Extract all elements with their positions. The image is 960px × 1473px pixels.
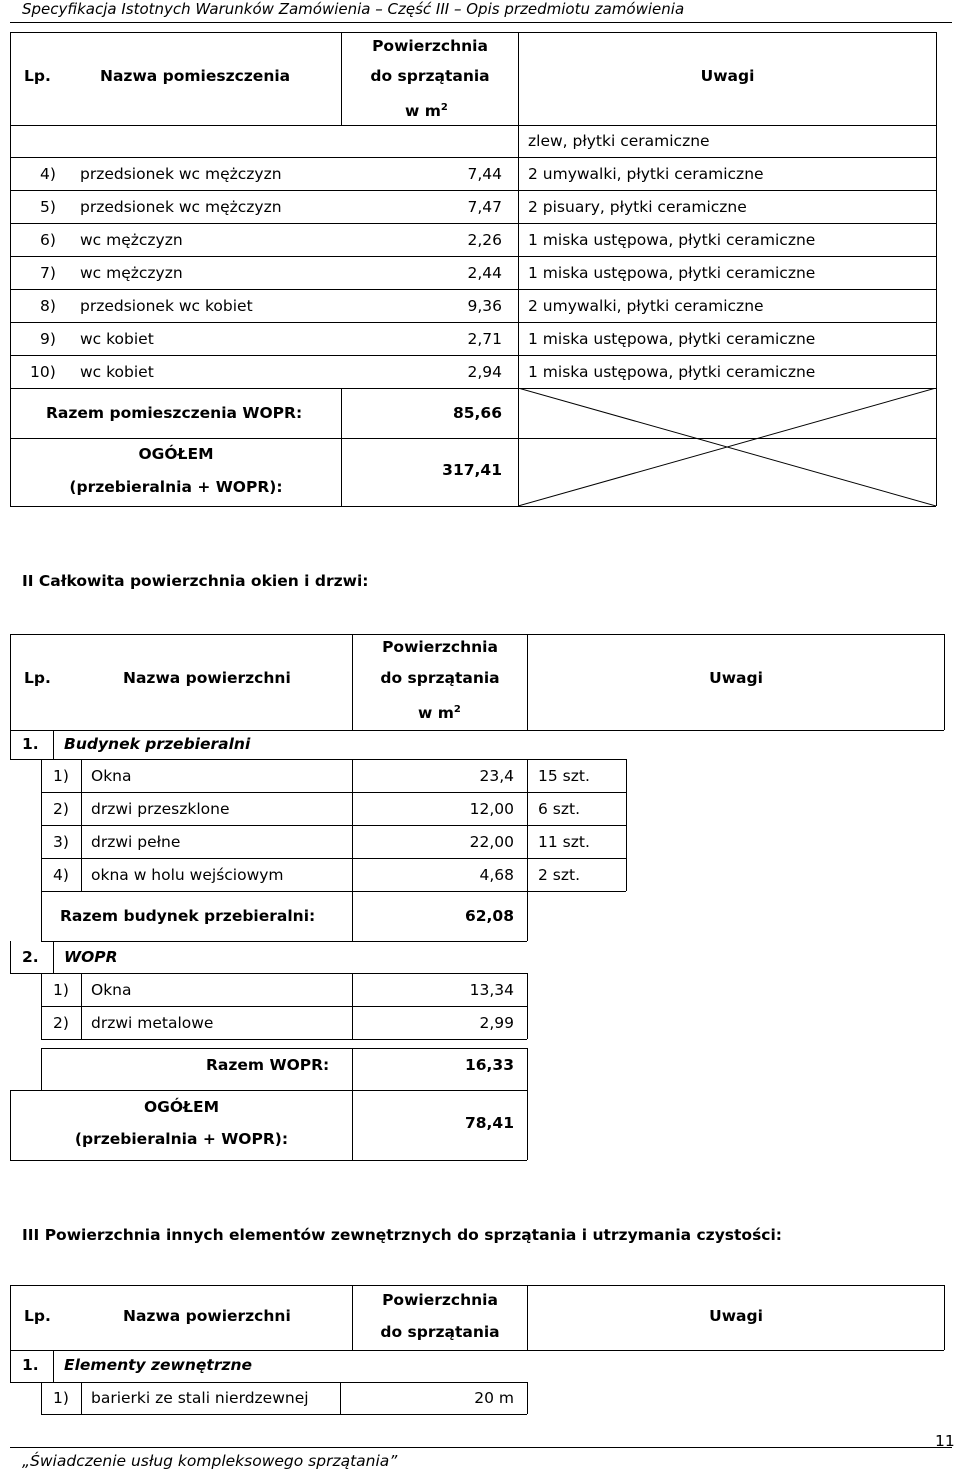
table-line [10,256,936,257]
table-line [81,973,82,1039]
section-title: II Całkowita powierzchnia okien i drzwi: [22,572,369,590]
subtotal-value: 85,66 [452,404,502,422]
table-line [10,355,936,356]
row-area: 2,94 [467,363,502,381]
col-header-area-line3: w $m^2$ [405,102,448,121]
col-header-lp: Lp. [24,67,51,85]
header-rule [10,22,952,23]
col-header-notes: Uwagi [709,1307,763,1325]
table-line [352,759,353,891]
subtotal-value: 62,08 [464,907,514,925]
col-header-area-line1: Powierzchnia [372,37,488,55]
row-lp: 2) [53,800,69,818]
table-line [936,32,937,506]
row-area: 2,44 [467,264,502,282]
table-line [41,759,42,891]
table-line [10,223,936,224]
row-name: przedsionek wc mężczyzn [80,165,282,183]
table-line [41,891,626,892]
table-line [10,1160,527,1161]
table-line [352,973,353,1039]
row-notes: 6 szt. [538,800,581,818]
col-header-name: Nazwa powierzchni [123,1307,291,1325]
col-header-area-line3: w $m^2$ [418,704,461,723]
table-line [81,1382,82,1414]
col-header-notes: Uwagi [709,669,763,687]
table-line [41,1382,527,1383]
row-lp: 6) [40,231,56,249]
row-lp: 5) [40,198,56,216]
table-line [944,634,945,730]
group-number: 1. [22,735,39,753]
row-area: 7,47 [467,198,502,216]
table-line [41,1039,527,1040]
section-title: III Powierzchnia innych elementów zewnętrznych do sprzątania i utrzymania czystości: [22,1226,783,1244]
table-line [10,322,936,323]
table-line [10,730,944,731]
row-lp: 10) [30,363,56,381]
table-line [10,1090,527,1091]
table-line [10,1350,11,1382]
row-notes: 15 szt. [538,767,590,785]
subtotal-label: Razem pomieszczenia WOPR: [46,404,303,422]
row-lp: 4) [53,866,69,884]
total-label-line2: (przebieralnia + WOPR): [74,1130,289,1148]
row-lp: 1) [53,767,69,785]
row-lp: 3) [53,833,69,851]
cross-out-mark [518,388,936,506]
subtotal-label: Razem budynek przebieralni: [60,907,316,925]
table-line [53,1350,54,1382]
row-notes: 2 umywalki, płytki ceramiczne [528,297,764,315]
col-header-name: Nazwa powierzchni [123,669,291,687]
row-name: przedsionek wc mężczyzn [80,198,282,216]
table-line [10,1350,944,1351]
document-header: Specyfikacja Istotnych Warunków Zamówienia – Część III – Opis przedmiotu zamówienia [22,0,685,18]
total-label-line1: OGÓŁEM [138,445,214,463]
table-line [41,792,626,793]
table-line [41,1048,527,1049]
table-line [527,973,528,1039]
table-line [10,157,936,158]
table-line [10,32,11,506]
table-line [41,891,42,941]
row-lp: 1) [53,981,69,999]
group-number: 1. [22,1356,39,1374]
page-number: 11 [935,1432,955,1450]
row-name: przedsionek wc kobiet [80,297,253,315]
total-value: 317,41 [442,461,502,479]
subtotal-value: 16,33 [464,1056,514,1074]
group-number: 2. [22,948,39,966]
row-name: drzwi pełne [91,833,181,851]
table-line [341,388,342,506]
col-header-area-line1: Powierzchnia [382,638,498,656]
row-name: wc mężczyzn [80,264,183,282]
row-name: Okna [91,767,132,785]
row-area: 12,00 [469,800,514,818]
table-line [41,973,527,974]
table-line [626,759,627,891]
table-line [352,891,353,941]
table-line [10,190,936,191]
row-area: 2,71 [467,330,502,348]
table-line [340,1382,341,1414]
table-line [10,125,936,126]
row-notes: 1 miska ustępowa, płytki ceramiczne [528,363,816,381]
row-area: 4,68 [479,866,514,884]
table-line [10,32,936,33]
row-notes: 2 umywalki, płytki ceramiczne [528,165,764,183]
row-lp: 8) [40,297,56,315]
col-header-lp: Lp. [24,669,51,687]
continuation-note: zlew, płytki ceramiczne [528,132,710,150]
row-name: drzwi metalowe [91,1014,214,1032]
table-line [527,1382,528,1414]
col-header-notes: Uwagi [700,67,755,85]
col-header-area-line2: do sprzątania [380,1323,500,1341]
col-header-area-line2: do sprzątania [370,67,490,85]
row-lp: 1) [53,1389,69,1407]
table-line [527,759,528,891]
table-line [352,1048,353,1160]
table-line [10,1285,11,1350]
table-line [41,759,626,760]
row-lp: 7) [40,264,56,282]
row-name: Okna [91,981,132,999]
table-line [81,759,82,891]
group-name: Elementy zewnętrzne [64,1356,253,1374]
footer-rule [10,1447,952,1448]
subtotal-label: Razem WOPR: [206,1056,330,1074]
table-line [41,973,42,1039]
row-area: 13,34 [469,981,514,999]
row-name: drzwi przeszklone [91,800,230,818]
row-area: 9,36 [467,297,502,315]
table-line [41,858,626,859]
row-area: 20 m [474,1389,514,1407]
table-line [41,1382,42,1414]
table-line [10,730,11,759]
table-line [527,1048,528,1160]
col-header-area-line2: do sprzątania [380,669,500,687]
table-line [41,1048,42,1090]
row-name: okna w holu wejściowym [91,866,284,884]
row-area: 22,00 [469,833,514,851]
table-line [41,1006,527,1007]
table-line [53,730,54,759]
row-area: 2,99 [479,1014,514,1032]
col-header-name: Nazwa pomieszczenia [100,67,291,85]
row-name: barierki ze stali nierdzewnej [91,1389,309,1407]
table-line [41,941,527,942]
table-line [10,506,936,507]
document-footer: „Świadczenie usług kompleksowego sprzątania” [22,1452,398,1470]
row-lp: 9) [40,330,56,348]
row-lp: 2) [53,1014,69,1032]
row-name: wc kobiet [80,330,154,348]
table-line [10,634,944,635]
row-area: 7,44 [467,165,502,183]
table-line [53,941,54,973]
row-name: wc kobiet [80,363,154,381]
group-name: WOPR [64,948,118,966]
row-notes: 2 szt. [538,866,581,884]
table-line [10,634,11,730]
row-notes: 1 miska ustępowa, płytki ceramiczne [528,264,816,282]
row-area: 23,4 [479,767,514,785]
row-notes: 1 miska ustępowa, płytki ceramiczne [528,231,816,249]
table-line [10,941,11,973]
table-line [41,825,626,826]
col-header-lp: Lp. [24,1307,51,1325]
row-area: 2,26 [467,231,502,249]
row-lp: 4) [40,165,56,183]
row-notes: 2 pisuary, płytki ceramiczne [528,198,747,216]
col-header-area-line1: Powierzchnia [382,1291,498,1309]
total-label-line1: OGÓŁEM [143,1098,220,1116]
table-line [10,1285,944,1286]
total-label-line2: (przebieralnia + WOPR): [69,478,283,496]
table-line [41,1414,527,1415]
total-value: 78,41 [464,1114,514,1132]
group-name: Budynek przebieralni [64,735,251,753]
table-line [527,891,528,941]
row-notes: 11 szt. [538,833,590,851]
table-line [10,289,936,290]
row-notes: 1 miska ustępowa, płytki ceramiczne [528,330,816,348]
row-name: wc mężczyzn [80,231,183,249]
table-line [944,1285,945,1350]
